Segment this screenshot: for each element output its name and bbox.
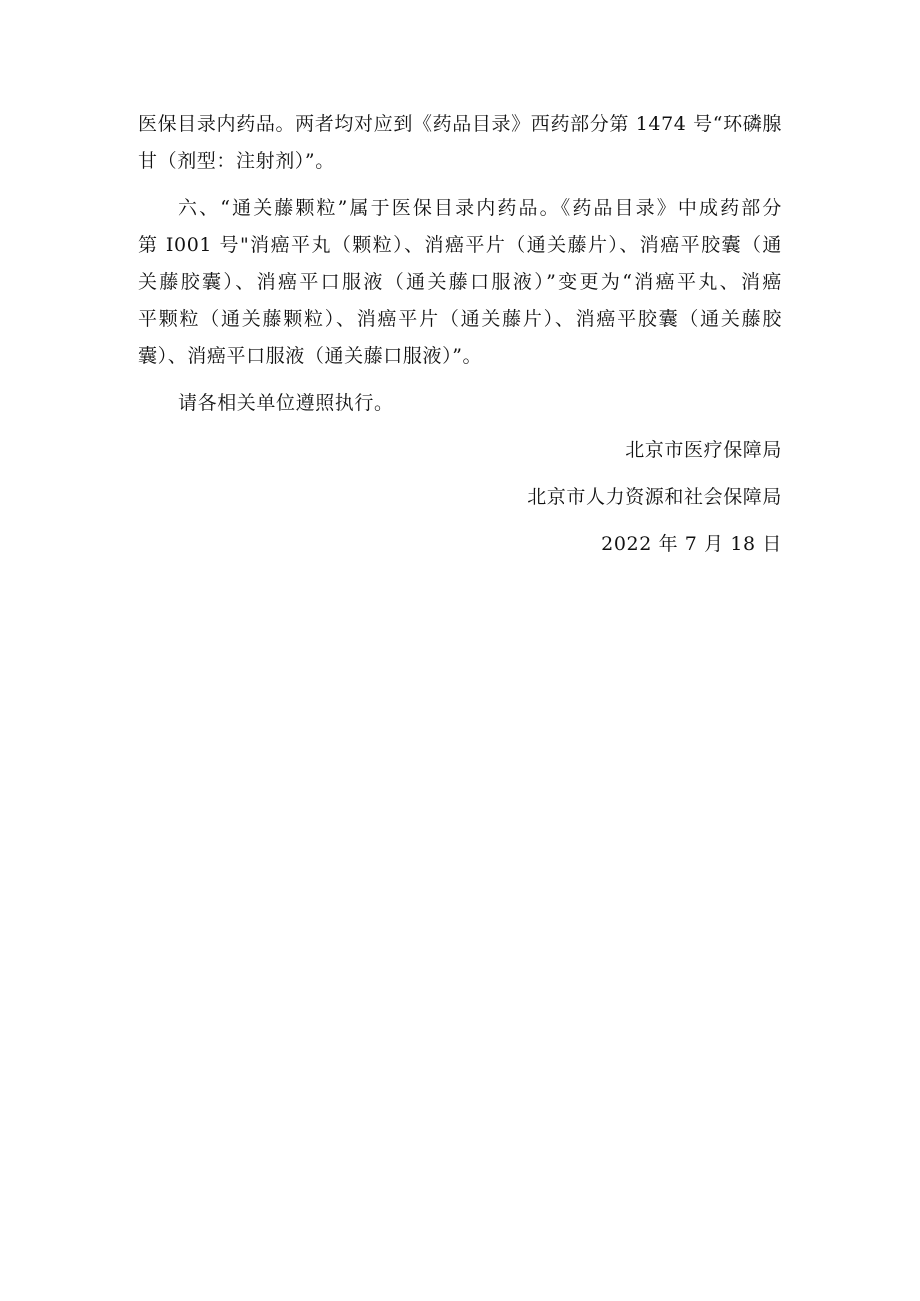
- text-line: 甘（剂型：注射剂）”。: [138, 150, 335, 172]
- signature-human-resources-bureau: 北京市人力资源和社会保障局: [527, 486, 782, 508]
- text-line: 医保目录内药品。两者均对应到《药品目录》西药部分第 1474 号“环磷腺: [138, 113, 782, 135]
- text-line: 平颗粒（通关藤颗粒）、消癌平片（通关藤片）、消癌平胶囊（通关藤胶: [138, 308, 782, 330]
- document-body: [138, 106, 782, 573]
- paragraph-six: [138, 190, 782, 375]
- closing-text: 请各相关单位遵照执行。: [178, 392, 394, 414]
- signature-medical-security-bureau: 北京市医疗保障局: [625, 439, 782, 461]
- text-line: 六、“通关藤颗粒”属于医保目录内药品。《药品目录》中成药部分: [178, 197, 782, 219]
- signature-block: [138, 432, 782, 563]
- closing-paragraph: [138, 385, 782, 422]
- text-line: 囊）、消癌平口服液（通关藤口服液）”。: [138, 345, 483, 367]
- document-date: 2022 年 7 月 18 日: [601, 533, 782, 555]
- text-line: 第 I001 号"消癌平丸（颗粒）、消癌平片（通关藤片）、消癌平胶囊（通: [138, 234, 782, 256]
- text-line: 关藤胶囊）、消癌平口服液（通关藤口服液）”变更为“消癌平丸、消癌: [138, 271, 782, 293]
- paragraph-five-tail: [138, 106, 782, 180]
